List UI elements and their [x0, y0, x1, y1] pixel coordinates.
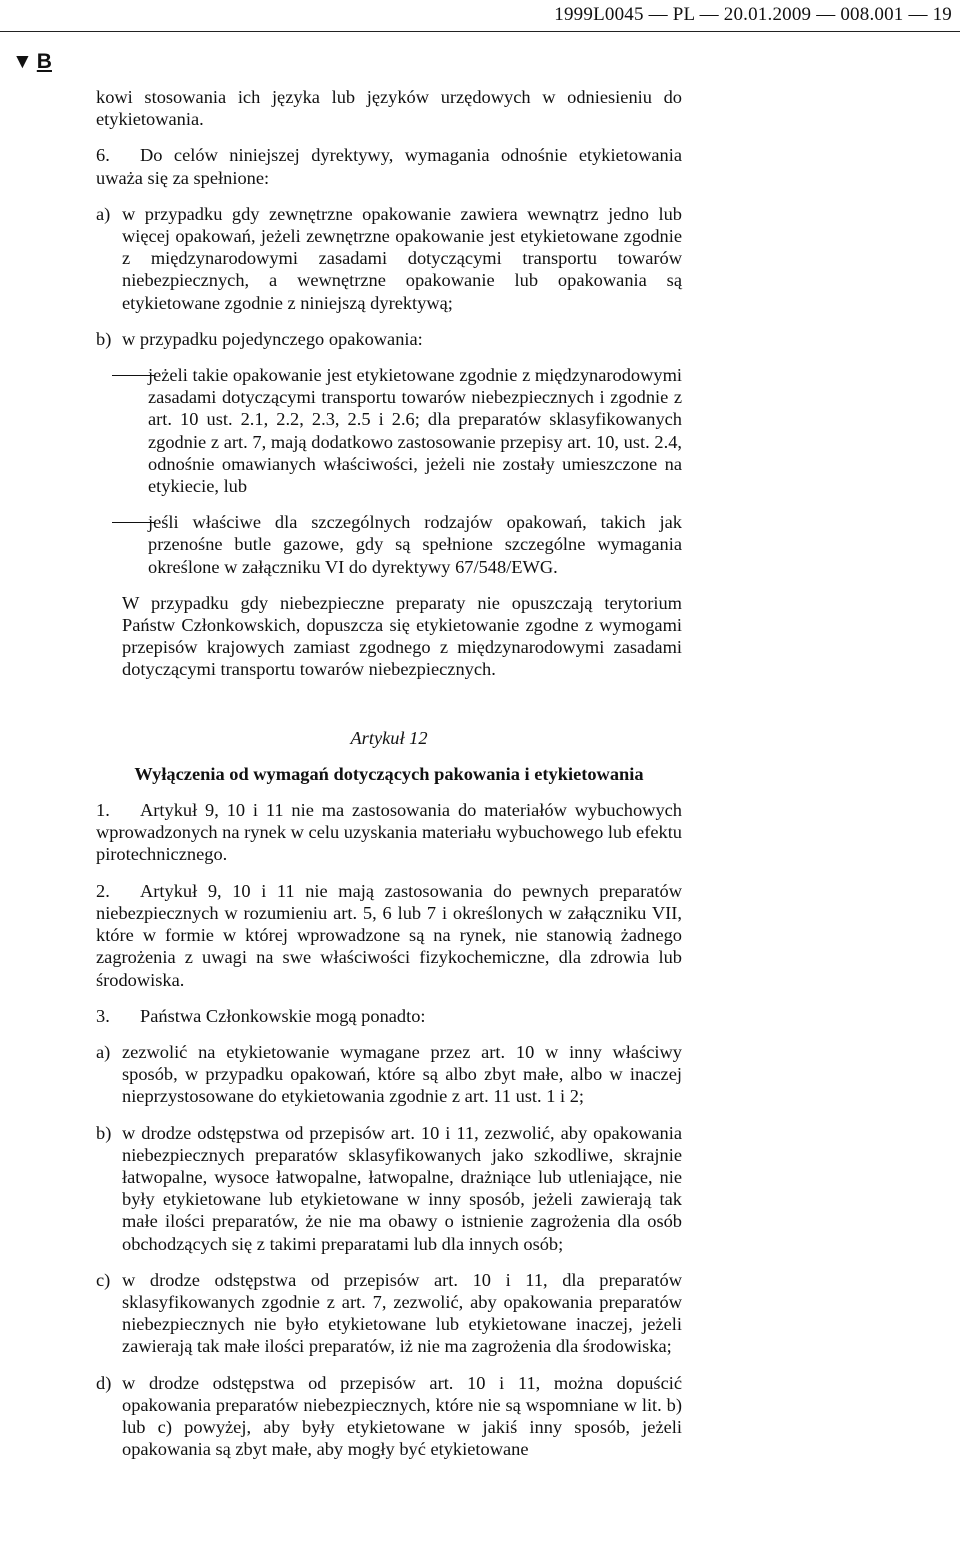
list-item	[96, 1269, 682, 1358]
intro-paragraph: kowi stosowania ich języka lub języków urzędowych w odniesieniu do etykietowania.	[96, 87, 682, 130]
item-text: w przypadku gdy zewnętrzne opakowanie zawiera wewnątrz jedno lub więcej opakowań, jeżeli zewnętrzne opakowanie jest etykietowane zgodnie z międzynarodowymi zasadami dotyczącymi transportu towarów niebezpiecznych, a wewnętrzne opakowanie lub opakowania są etykietowane zgodnie z niniejszą dyrektywą;	[122, 203, 682, 313]
dash-text: jeśli właściwe dla szczególnych rodzajów opakowań, takich jak przenośne butle gazowe, gdy są spełnione szczególne wymagania określone w załączniku VI do dyrektywy 67/548/EWG.	[148, 512, 682, 577]
article-paragraph-1	[96, 799, 682, 866]
marker-letter: B	[36, 50, 52, 73]
item-label: a)	[96, 1041, 111, 1062]
dash-mark	[112, 364, 154, 386]
item-text: w drodze odstępstwa od przepisów art. 10 i 11, dla preparatów sklasyfikowanych zgodnie z art. 7, zezwolić, aby opakowania preparatów niebezpiecznych nie było etykietowane lub etykietowane inaczej, jeżeli zawierają tak małe ilości preparatów, iż nie ma zagrożenia dla środowiska;	[122, 1269, 682, 1357]
list-item-b	[96, 328, 682, 350]
paragraph-text: Artykuł 9, 10 i 11 nie ma zastosowania do materiałów wybuchowych wprowadzonych na rynek w celu uzyskania materiału wybuchowego lub efektu pirotechnicznego.	[96, 800, 682, 865]
document-reference: 1999L0045 — PL — 20.01.2009 — 008.001 — 19	[554, 4, 952, 25]
item-label: b)	[96, 1122, 112, 1143]
item-label: b)	[96, 328, 112, 349]
closing-paragraph: W przypadku gdy niebezpieczne preparaty nie opuszczają terytorium Państw Członkowskich, dopuszcza się etykietowanie zgodne z wymogami przepisów krajowych zamiast zgodnego z międzynarodowymi zasadami dotyczącymi transportu towarów niebezpiecznych.	[122, 592, 682, 680]
article-title: Artykuł 12	[350, 727, 428, 748]
paragraph-number: 2.	[96, 880, 110, 901]
triangle-down-icon: ▼	[12, 50, 33, 73]
dash-mark	[112, 511, 154, 533]
item-text: w przypadku pojedynczego opakowania:	[122, 328, 423, 349]
article-heading: Wyłączenia od wymagań dotyczących pakowania i etykietowania	[134, 763, 644, 784]
dash-text: jeżeli takie opakowanie jest etykietowane zgodnie z międzynarodowymi zasadami dotyczącymi transportu towarów niebezpiecznych i zgodnie z art. 10 ust. 2.1, 2.2, 2.3, 2.5 i 2.6; dla preparatów sklasyfikowanych zgodnie z art. 7, mają dodatkowo zastosowanie przepisy art. 10, ust. 2.4, odnośnie omawianych właściwości, jeżeli nie zostały umieszczone na etykiecie, lub	[148, 365, 682, 497]
paragraph-text: Do celów niniejszej dyrektywy, wymagania odnośnie etykietowania uważa się za spełnione:	[96, 145, 682, 188]
paragraph-text: Artykuł 9, 10 i 11 nie mają zastosowania do pewnych preparatów niebezpiecznych w rozumieniu art. 5, 6 lub 7 i określonych w załączniku VII, które w formie w której wprowadzone są na rynek, nie stanowią żadnego zagrożenia z uwagi na swe właściwości fizykochemiczne, dla zdrowia lub środowiska.	[96, 880, 682, 990]
item-text: w drodze odstępstwa od przepisów art. 10 i 11, zezwolić, aby opakowania niebezpiecznych preparatów sklasyfikowanych jako szkodliwe, skrajnie łatwopalne, wysoce łatwopalne, łatwopalne, drażniące lub utleniające, nie były etykietowane lub etykietowane w inny sposób, jeżeli zawierają tak małe ilości preparatów, że nie ma obawy o istnienie zagrożenia dla osób obchodzących się z takimi preparatami lub dla innych osób;	[122, 1122, 682, 1254]
document-body	[96, 86, 682, 1474]
article-paragraph-3	[96, 1005, 682, 1027]
paragraph-number: 3.	[96, 1005, 110, 1026]
list-item	[96, 1372, 682, 1461]
paragraph-6	[96, 144, 682, 188]
paragraph-number: 1.	[96, 800, 110, 821]
list-item-a	[96, 203, 682, 314]
item-label: c)	[96, 1269, 111, 1290]
page-header	[0, 0, 960, 32]
dash-item-2	[122, 511, 682, 578]
dash-item-1	[122, 364, 682, 497]
item-label: d)	[96, 1372, 112, 1393]
item-text: zezwolić na etykietowanie wymagane przez art. 10 w inny właściwy sposób, w przypadku opakowań, które są albo zbyt małe, albo w inaczej nieprzystosowane do etykietowania zgodnie z art. 11 ust. 1 i 2;	[122, 1041, 682, 1107]
paragraph-number: 6.	[96, 145, 110, 166]
paragraph-text: Państwa Członkowskie mogą ponadto:	[140, 1005, 426, 1026]
header-rule	[0, 31, 960, 32]
item-text: w drodze odstępstwa od przepisów art. 10 i 11, można dopuścić opakowania preparatów niebezpiecznych, które nie są wspomniane w lit. b) lub c) powyżej, aby były etykietowane w jakiś inny sposób, jeżeli opakowania są zbyt małe, aby mogły być etykietowane	[122, 1372, 682, 1460]
list-item	[96, 1041, 682, 1108]
article-paragraph-2	[96, 880, 682, 991]
amendment-marker	[12, 50, 52, 74]
list-item	[96, 1122, 682, 1255]
item-label: a)	[96, 203, 111, 224]
